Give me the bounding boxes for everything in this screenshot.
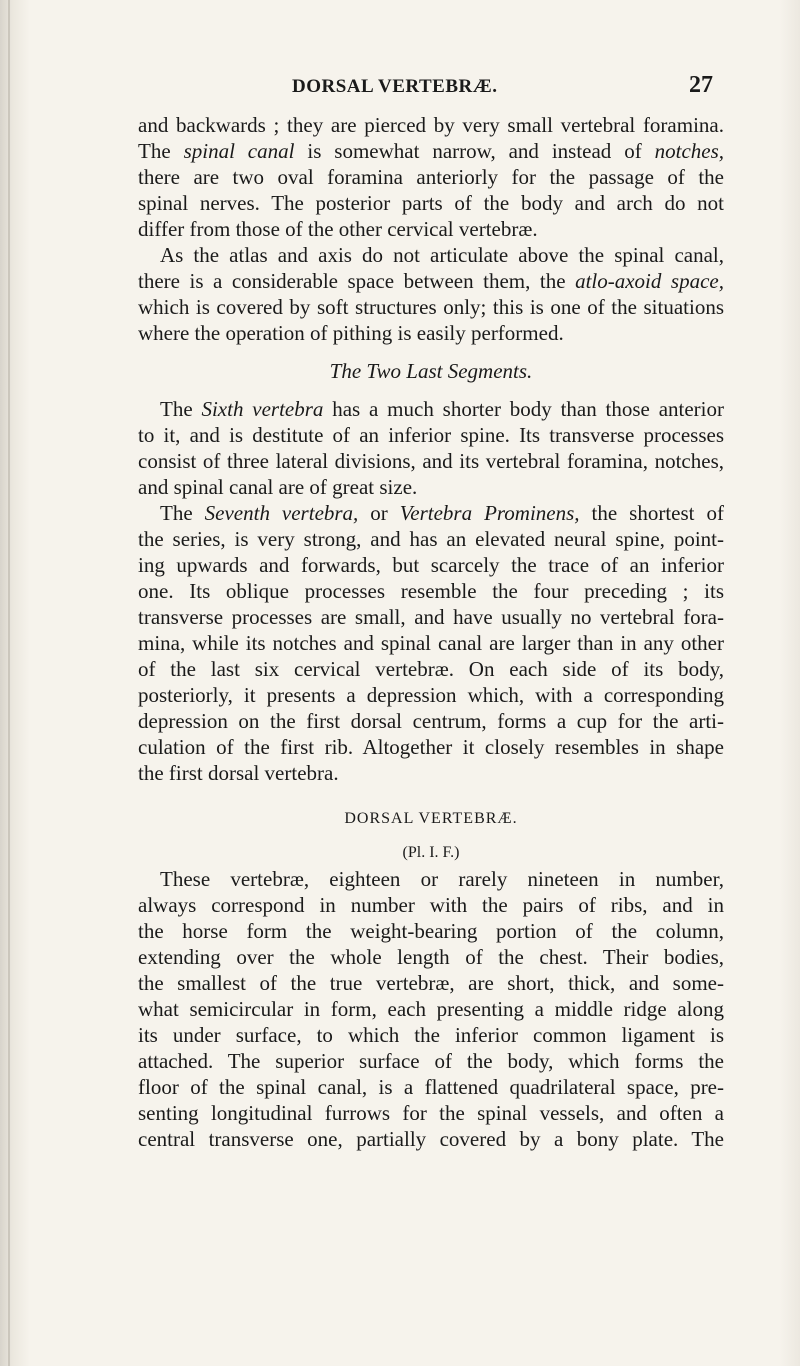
page-gutter: [8, 0, 10, 1366]
text-line: and backwards ; they are pierced by very small vertebral foramina.: [138, 113, 724, 137]
italic-term: spinal canal: [183, 139, 295, 163]
text-line: to it, and is destitute of an inferior spine. Its transverse processes: [138, 423, 724, 447]
text-line: of the last six cervical vertebræ. On each side of its body,: [138, 657, 724, 681]
text-line: The Seventh vertebra, or Vertebra Prominens, the shortest of: [160, 501, 724, 525]
subheading-text: The Two Last Segments.: [329, 359, 533, 383]
paragraph-2: [138, 242, 724, 346]
text-line: The Sixth vertebra has a much shorter body than those anterior: [160, 397, 724, 421]
text-line: always correspond in number with the pairs of ribs, and in: [138, 893, 724, 917]
paragraph-4: [138, 500, 724, 786]
italic-term: Seventh vertebra,: [204, 501, 359, 525]
text-line: mina, while its notches and spinal canal are larger than in any other: [138, 631, 724, 655]
text-line: there are two oval foramina anteriorly for the passage of the: [138, 165, 724, 189]
text-line: the smallest of the true vertebræ, are short, thick, and some-: [138, 971, 724, 995]
text-line: extending over the whole length of the chest. Their bodies,: [138, 945, 724, 969]
text-line: As the atlas and axis do not articulate above the spinal canal,: [160, 243, 724, 267]
text-line: spinal nerves. The posterior parts of the body and arch do not: [138, 191, 724, 215]
text-line: senting longitudinal furrows for the spinal vessels, and often a: [138, 1101, 724, 1125]
italic-term: notches,: [654, 139, 725, 163]
text-line: its under surface, to which the inferior common ligament is: [138, 1023, 724, 1047]
section-title: DORSAL VERTEBRÆ.: [344, 810, 518, 827]
paragraph-5: [138, 866, 724, 1152]
text-line: the series, is very strong, and has an elevated neural spine, point-: [138, 527, 724, 551]
text-line: what semicircular in form, each presenting a middle ridge along: [138, 997, 724, 1021]
page-header: [0, 72, 800, 102]
text-line: The spinal canal is somewhat narrow, and instead of notches,: [138, 139, 725, 163]
text-line: there is a considerable space between them, the atlo-axoid space,: [138, 269, 724, 293]
text-line: the first dorsal vertebra.: [138, 761, 339, 785]
text-line: floor of the spinal canal, is a flattened quadrilateral space, pre-: [138, 1075, 724, 1099]
text-line: where the operation of pithing is easily performed.: [138, 321, 564, 345]
text-line: central transverse one, partially covered by a bony plate. The: [138, 1127, 724, 1151]
text-line: posteriorly, it presents a depression which, with a corresponding: [138, 683, 724, 707]
italic-term: atlo-axoid space,: [575, 269, 724, 293]
plate-reference: (Pl. I. F.): [402, 844, 460, 861]
text-line: which is covered by soft structures only; this is one of the situations: [138, 295, 724, 319]
italic-term: Sixth vertebra: [201, 397, 324, 421]
text-line: and spinal canal are of great size.: [138, 475, 418, 499]
text-line: transverse processes are small, and have usually no vertebral fora-: [138, 605, 724, 629]
text-line: culation of the first rib. Altogether it closely resembles in shape: [138, 735, 724, 759]
text-line: one. Its oblique processes resemble the four preceding ; its: [138, 579, 724, 603]
body-text: [138, 112, 724, 1152]
paragraph-1: [138, 112, 724, 242]
text-line: consist of three lateral divisions, and its vertebral foramina, notches,: [138, 449, 724, 473]
paragraph-3: [138, 396, 724, 500]
page-number: 27: [689, 72, 713, 98]
text-line: the horse form the weight-bearing portion of the column,: [138, 919, 724, 943]
subheading: [138, 358, 724, 384]
text-line: differ from those of the other cervical vertebræ.: [138, 217, 538, 241]
text-line: attached. The superior surface of the body, which forms the: [138, 1049, 724, 1073]
text-line: ing upwards and forwards, but scarcely the trace of an inferior: [138, 553, 724, 577]
italic-term: Vertebra Prominens,: [399, 501, 580, 525]
running-head: DORSAL VERTEBRÆ.: [292, 76, 498, 97]
text-line: These vertebræ, eighteen or rarely nineteen in number,: [160, 867, 724, 891]
text-line: depression on the first dorsal centrum, forms a cup for the arti-: [138, 709, 724, 733]
